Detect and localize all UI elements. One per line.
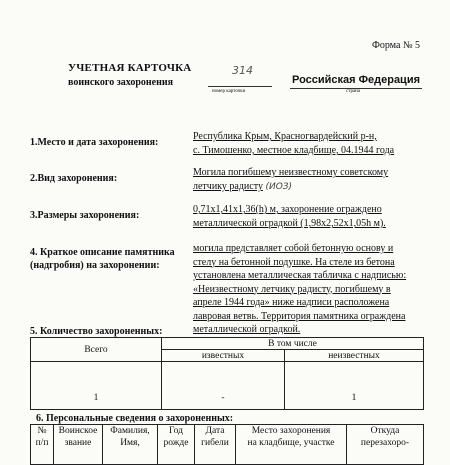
section4-line: стелу на бетонной подушке. На стеле из бетона [193,256,395,268]
header-including: В том числе [162,338,424,350]
col-place-line1: Место захоронения [251,426,331,436]
header-unknown: неизвестных [285,350,424,362]
col-death-line2: гибели [201,438,229,448]
section2-line2: летчику радисту [193,181,263,192]
col-number [31,425,54,465]
col-birth-line2: рожде [163,438,189,448]
section1-line2: с. Тимошенко, местное кладбище, 04.1944 года [193,145,395,156]
card-title: УЧЕТНАЯ КАРТОЧКА [68,62,192,74]
personal-data-table [30,424,424,465]
col-birth-year [158,425,195,465]
section3-line2: металлической оградкой (1,98х2,52х1,05h м). [193,218,386,229]
col-rank [54,425,103,465]
section4-line: могила представляет собой бетонную основу и [193,243,394,254]
section2-handwritten: (ИОЗ) [265,182,293,192]
country-value: Российская Федерация [292,74,420,86]
section6-label: 6. Персональные сведения о захороненных: [36,413,234,424]
col-name [103,425,158,465]
col-number-line1: № [37,426,47,436]
value-known: - [162,362,285,410]
col-death-line1: Дата [205,426,225,436]
col-birth-line1: Год [169,426,183,436]
section4-label [30,246,175,272]
section4-line: «Неизвестному летчику радисту, погибшему в [193,283,391,295]
card-subtitle: воинского захоронения [68,77,174,88]
col-place-line2: на кладбище, участке [247,438,335,448]
card-number-caption: номер карточки [212,89,246,94]
col-rank-line1: Воинское [58,426,98,436]
country-caption: страна [346,89,361,94]
section4-label-line2: (надгробия) на захоронении: [30,260,160,271]
section4-description [193,242,406,337]
header-total: Всего [31,338,162,362]
col-name-line1: Фамилия, [110,426,150,436]
section4-line: установлена металлическая табличка с надписью: [193,270,407,281]
section4-label-line1: 4. Краткое описание памятника [30,247,175,258]
section4-line: апреле 1944 года» ниже надписи расположена [193,297,390,308]
section4-line: металлической оградкой. [193,324,301,335]
col-death-date [195,425,236,465]
value-unknown: 1 [285,362,424,410]
section2-value [193,166,388,194]
section3-line1: 0,71х1,41х1,36(h) м, захоронение ограждено [193,204,382,215]
col-from-line2: перезахоро- [360,438,410,448]
col-burial-place [236,425,347,465]
section5-label: 5. Количество захороненных: [30,326,163,337]
section2-line1: Могила погибшему неизвестному советскому [193,167,389,178]
section1-value [193,130,394,158]
form-number: Форма № 5 [372,40,420,51]
col-rank-line2: звание [64,438,92,448]
section2-label: 2.Вид захоронения: [30,173,118,184]
value-total: 1 [31,362,162,410]
section3-value [193,203,386,231]
section4-line: лавровая ветвь. Территория памятника ограждена [193,310,406,322]
col-name-line2: Имя, [120,438,140,448]
card-number-handwritten: 314 [232,64,253,77]
section1-label: 1.Место и дата захоронения: [30,137,159,148]
burial-count-table [30,337,424,410]
col-reburied-from [347,425,424,465]
col-from-line1: Откуда [370,426,400,436]
section1-line1: Республика Крым, Красногвардейский р-н, [193,131,377,142]
col-number-line2: п/п [35,438,49,448]
section3-label: 3.Размеры захоронения: [30,210,140,221]
header-known: известных [162,350,285,362]
